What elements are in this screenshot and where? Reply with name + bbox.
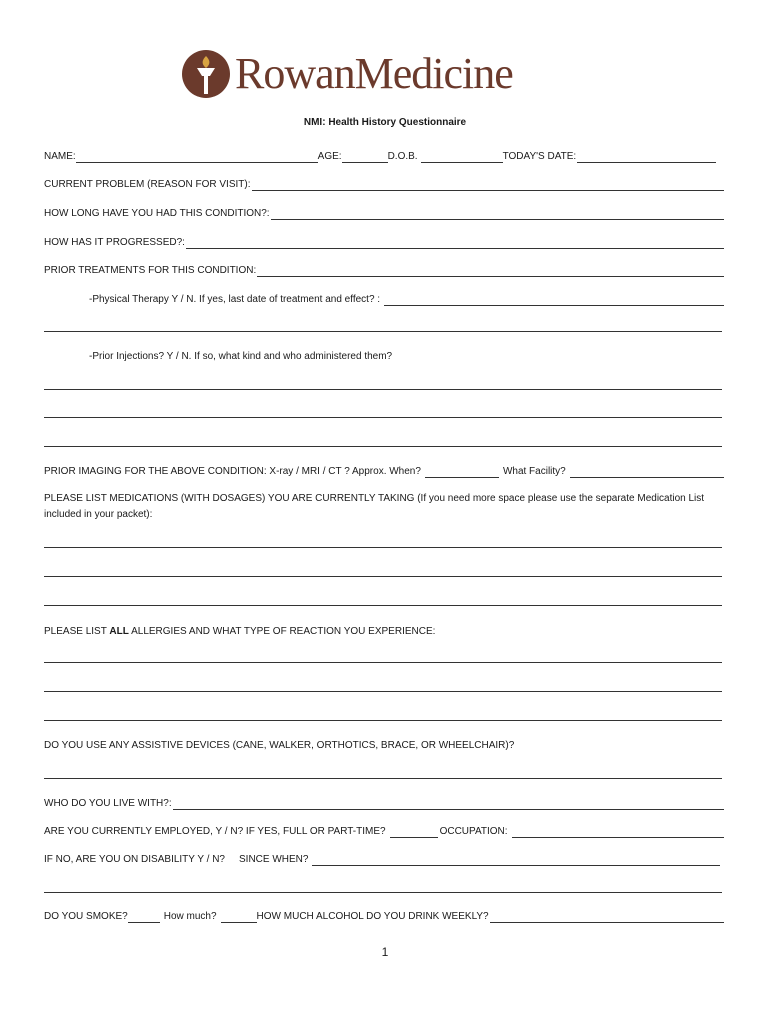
physical-therapy-field[interactable] — [384, 295, 724, 306]
allergies-label-pre: PLEASE LIST — [44, 626, 110, 637]
name-label: NAME: — [44, 151, 76, 162]
blank-line[interactable] — [44, 576, 722, 577]
smoke-label: DO YOU SMOKE? — [44, 911, 128, 922]
what-facility-field[interactable] — [570, 467, 724, 478]
prior-treatments-field[interactable] — [257, 266, 724, 277]
smoke-field[interactable] — [128, 912, 160, 923]
row-live-with — [44, 797, 724, 810]
blank-line[interactable] — [44, 446, 722, 447]
prior-treatments-label: PRIOR TREATMENTS FOR THIS CONDITION: — [44, 265, 257, 276]
form-title: NMI: Health History Questionnaire — [303, 117, 467, 128]
since-when-label: SINCE WHEN? — [239, 854, 309, 865]
blank-line[interactable] — [44, 778, 722, 779]
today-label: TODAY'S DATE: — [502, 151, 577, 162]
prior-injections-label: -Prior Injections? Y / N. If so, what kind and who administered them? — [89, 351, 393, 362]
progressed-field[interactable] — [186, 238, 724, 249]
alcohol-label: HOW MUCH ALCOHOL DO YOU DRINK WEEKLY? — [256, 911, 489, 922]
blank-line[interactable] — [44, 691, 722, 692]
age-field[interactable] — [342, 152, 388, 163]
assistive-devices-label: DO YOU USE ANY ASSISTIVE DEVICES (CANE, WALKER, ORTHOTICS, BRACE, OR WHEELCHAIR)? — [44, 740, 515, 751]
current-problem-field[interactable] — [252, 180, 724, 191]
employed-label: ARE YOU CURRENTLY EMPLOYED, Y / N? IF YES, FULL OR PART-TIME? — [44, 826, 386, 837]
blank-line[interactable] — [44, 389, 722, 390]
employment-type-field[interactable] — [390, 827, 438, 838]
row-name — [44, 150, 724, 163]
name-field[interactable] — [76, 152, 318, 163]
rowan-medicine-logo — [181, 44, 513, 104]
occupation-field[interactable] — [512, 827, 724, 838]
row-employed — [44, 825, 724, 838]
blank-line[interactable] — [44, 892, 722, 893]
row-current-problem — [44, 178, 724, 191]
physical-therapy-label: -Physical Therapy Y / N. If yes, last date of treatment and effect? : — [89, 294, 381, 305]
blank-line[interactable] — [44, 720, 722, 721]
since-when-field[interactable] — [312, 855, 720, 866]
row-progressed — [44, 236, 724, 249]
medications-label: PLEASE LIST MEDICATIONS (WITH DOSAGES) YOU ARE CURRENTLY TAKING (If you need more space please use the separate Medication List included in your packet): — [44, 493, 705, 520]
live-with-label: WHO DO YOU LIVE WITH?: — [44, 798, 172, 809]
row-smoke-alcohol — [44, 910, 724, 923]
row-how-long — [44, 207, 724, 220]
today-field[interactable] — [577, 152, 716, 163]
blank-line[interactable] — [44, 605, 722, 606]
age-label: AGE: — [317, 151, 342, 162]
disability-label: IF NO, ARE YOU ON DISABILITY Y / N? — [44, 854, 225, 865]
imaging-when-field[interactable] — [425, 467, 499, 478]
live-with-field[interactable] — [173, 799, 724, 810]
how-much-field[interactable] — [221, 912, 257, 923]
blank-line[interactable] — [44, 547, 722, 548]
dob-field[interactable] — [421, 152, 503, 163]
blank-line[interactable] — [44, 662, 722, 663]
progressed-label: HOW HAS IT PROGRESSED?: — [44, 237, 185, 248]
how-long-label: HOW LONG HAVE YOU HAD THIS CONDITION?: — [44, 208, 270, 219]
blank-line[interactable] — [44, 417, 722, 418]
occupation-label: OCCUPATION: — [439, 826, 508, 837]
allergies-label-post: ALLERGIES AND WHAT TYPE OF REACTION YOU EXPERIENCE: — [128, 626, 436, 637]
allergies-label-bold: ALL — [109, 626, 129, 637]
row-physical-therapy — [89, 293, 724, 306]
row-prior-treatments — [44, 264, 724, 277]
how-much-label: How much? — [163, 911, 217, 922]
how-long-field[interactable] — [271, 209, 724, 220]
torch-emblem-icon — [181, 46, 231, 102]
current-problem-label: CURRENT PROBLEM (REASON FOR VISIT): — [44, 179, 251, 190]
row-disability — [44, 853, 724, 866]
what-facility-label: What Facility? — [502, 466, 566, 477]
page-number: 1 — [381, 945, 389, 959]
row-prior-imaging — [44, 465, 724, 478]
allergies-label — [44, 625, 724, 638]
prior-imaging-label: PRIOR IMAGING FOR THE ABOVE CONDITION: X-ray / MRI / CT ? Approx. When? — [44, 466, 421, 477]
logo-text: RowanMedicine — [235, 49, 513, 98]
blank-line[interactable] — [44, 331, 722, 332]
alcohol-field[interactable] — [490, 912, 724, 923]
dob-label: D.O.B. — [387, 151, 418, 162]
